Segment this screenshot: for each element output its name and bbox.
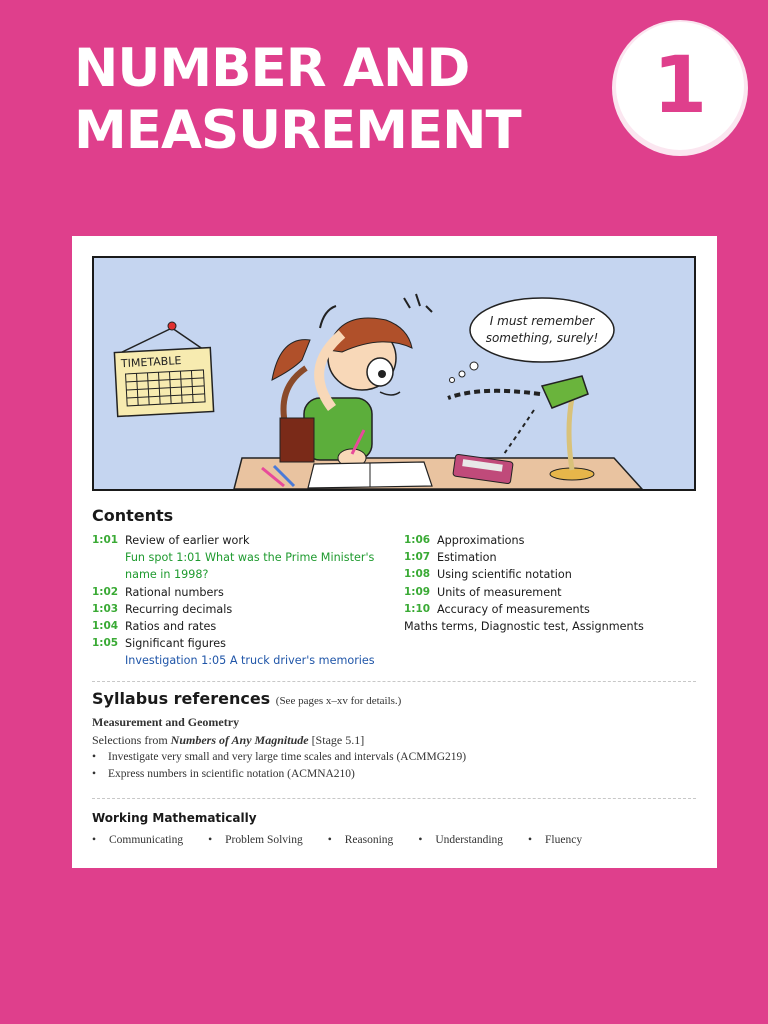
section-number: 1:01 [92,534,119,546]
section-number: 1:10 [404,602,431,615]
thought-line1: I must remember [489,314,595,328]
section-number: 1:04 [92,620,119,633]
working-mathematically-heading: Working Mathematically [92,811,257,825]
section-title: Estimation [437,551,497,565]
investigation-item[interactable]: Investigation 1:05 A truck driver's memories [125,654,375,668]
section-title: Review of earlier work [125,534,250,547]
chapter-number-badge: 1 [616,22,744,150]
working-math-item: • Understanding [418,834,503,846]
syllabus-strand: Measurement and Geometry [92,715,240,729]
syllabus-outcome: • Express numbers in scientific notation (ACMNA210) [92,766,466,783]
syllabus-outcome: • Investigate very small and very large time scales and intervals (ACMMG219) [92,749,466,766]
contents-item[interactable] [92,532,392,549]
contents-item[interactable] [92,635,392,652]
working-math-item: • Problem Solving [208,834,303,846]
syllabus-selection [92,733,364,748]
selection-prefix: Selections from [92,733,171,747]
section-title: Accuracy of measurements [437,602,590,616]
syllabus-title: Syllabus references [92,689,271,708]
contents-item[interactable] [404,549,704,566]
section-title: Approximations [437,534,525,547]
contents-item[interactable] [404,601,704,618]
section-number: 1:05 [92,637,119,650]
chapter-title [74,38,521,162]
chapter-title-line1: NUMBER AND [74,38,470,99]
section-number: 1:03 [92,602,119,615]
section-title: Ratios and rates [125,620,217,634]
contents-extras[interactable]: Maths terms, Diagnostic test, Assignments [404,620,644,634]
section-number: 1:02 [92,585,119,598]
thought-bubble [450,298,615,383]
fun-spot-item-continued[interactable]: name in 1998? [125,568,209,582]
syllabus-heading [92,689,401,708]
working-math-item: • Communicating [92,834,183,846]
section-title: Recurring decimals [125,602,233,616]
section-number: 1:08 [404,568,431,581]
section-number: 1:09 [404,585,431,598]
content-card [72,236,717,868]
contents-item[interactable] [92,601,392,618]
working-mathematically-list [92,834,607,846]
selection-stage: [Stage 5.1] [308,733,365,747]
timetable-label: TIMETABLE [120,354,182,371]
contents-item[interactable] [404,566,704,583]
section-title: Using scientific notation [437,568,572,582]
contents-right-column [404,532,704,635]
contents-heading: Contents [92,506,174,525]
section-number: 1:06 [404,534,431,546]
selection-topic: Numbers of Any Magnitude [170,733,309,747]
section-number: 1:07 [404,551,431,564]
chapter-title-line2: MEASUREMENT [74,100,521,161]
working-math-item: • Fluency [528,834,582,846]
section-title: Units of measurement [437,585,562,599]
contents-item[interactable] [92,618,392,635]
syllabus-outcomes [92,749,466,783]
syllabus-note: (See pages x–xv for details.) [275,695,402,707]
timetable-icon [114,322,213,416]
contents-item[interactable] [404,532,704,549]
section-title: Rational numbers [125,585,224,599]
divider [92,798,696,799]
student-character [272,318,412,467]
contents-item[interactable] [404,584,704,601]
cartoon-illustration [92,256,696,491]
contents-left-column [92,532,392,670]
thought-line2: something, surely! [485,331,599,345]
contents-item[interactable] [92,584,392,601]
working-math-item: • Reasoning [328,834,394,846]
section-title: Significant figures [125,637,226,651]
fun-spot-item[interactable]: Fun spot 1:01 What was the Prime Minister's [125,551,375,565]
divider [92,681,696,682]
